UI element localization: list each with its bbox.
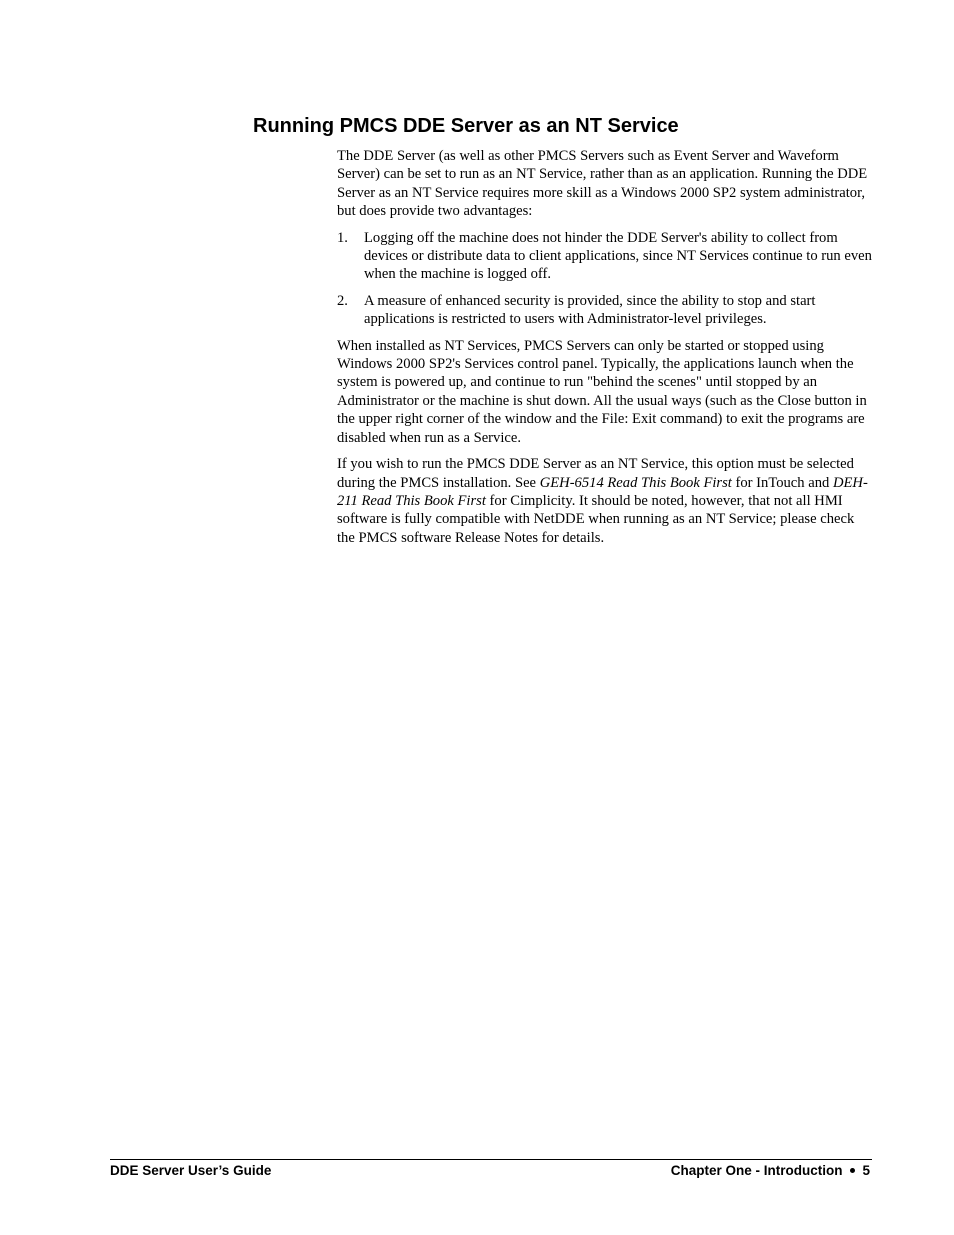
list-number: 2.: [337, 292, 348, 309]
footer-guide-title: DDE Server User’s Guide: [110, 1163, 272, 1178]
footer-chapter-title: Chapter One - Introduction: [670, 1163, 843, 1178]
installation-text-part3: for Cimplicity. It should be noted, however, that not all HMI software is fully compatible with NetDDE when running as an NT Service; please check the PMCS software Release Notes for details.: [337, 492, 855, 546]
reference-geh-6514: GEH-6514 Read This Book First: [539, 474, 732, 491]
section-heading: Running PMCS DDE Server as an NT Service: [253, 115, 679, 137]
footer-rule: [110, 1159, 872, 1160]
body-text: [337, 147, 873, 555]
installed-paragraph: When installed as NT Services, PMCS Servers can only be started or stopped using Windows 2000 SP2's Services control panel. Typically, the applications launch when the system is powered up, and continue to run "behind the scenes" until stopped by an Administrator or the machine is shut down. All the usual ways (such as the Close button in the upper right corner of the window and the File: Exit command) to exit the programs are disabled when run as a Service.: [337, 337, 867, 446]
footer-chapter: [671, 1162, 870, 1180]
bullet-icon: [850, 1168, 855, 1173]
list-text: A measure of enhanced security is provided, since the ability to stop and start applications is restricted to users with Administrator-level privileges.: [364, 292, 816, 328]
intro-paragraph: The DDE Server (as well as other PMCS Servers such as Event Server and Waveform Server) can be set to run as an NT Service, rather than as an application. Running the DDE Server as an NT Service requires more skill as a Windows 2000 SP2 system administrator, but does provide two advantages:: [337, 148, 868, 220]
list-text: Logging off the machine does not hinder the DDE Server's ability to collect from devices or distribute data to client applications, since NT Services continue to run even when the machine is logged off.: [364, 229, 872, 283]
installation-paragraph: [337, 455, 873, 547]
list-item: [337, 292, 873, 329]
list-number: 1.: [337, 229, 348, 246]
installation-text-part1: If you wish to run the PMCS DDE Server as an NT Service, this option must be selected during the PMCS installation. See: [337, 456, 854, 491]
list-item: [337, 229, 873, 284]
installation-text-part2: for InTouch and: [731, 474, 833, 491]
reference-deh-211: DEH-211 Read This Book First: [337, 474, 868, 509]
page-number: 5: [862, 1163, 870, 1178]
